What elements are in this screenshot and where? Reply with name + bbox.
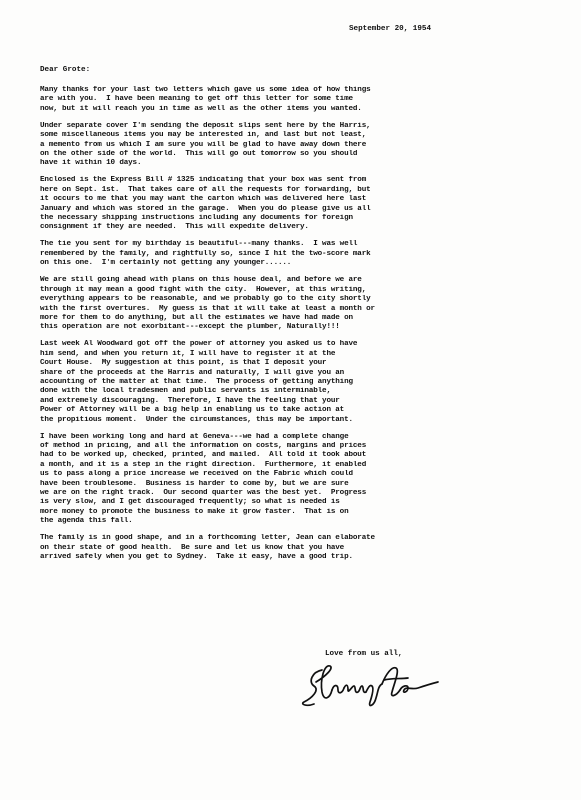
letter-line: here on Sept. 1st. That takes care of all the requests for forwarding, but xyxy=(40,185,371,194)
letter-line: a memento from us which I am sure you will be glad to have away down there xyxy=(40,140,367,149)
letter-line: We are still going ahead with plans on this house deal, and before we are xyxy=(40,276,362,285)
letter-line: on their state of good health. Be sure and let us know that you have xyxy=(40,543,345,552)
letter-line: of method in pricing, and all the information on costs, margins and prices xyxy=(40,441,367,450)
letter-paragraph xyxy=(40,340,550,425)
letter-paragraph xyxy=(40,176,550,232)
letter-line: the necessary shipping instructions including any documents for foreign xyxy=(40,214,353,223)
letter-paragraph xyxy=(40,122,550,169)
letter-line: consignment if they are needed. This will expedite delivery. xyxy=(40,223,309,232)
letter-line: him send, and when you return it, I will have to register it at the xyxy=(40,349,336,358)
handwritten-signature xyxy=(300,662,450,710)
letter-paragraph xyxy=(40,534,550,562)
letter-body xyxy=(40,86,550,570)
letter-paragraph xyxy=(40,433,550,527)
letter-line: some miscellaneous items you may be interested in, and last but not least, xyxy=(40,131,367,140)
letter-line: Enclosed is the Express Bill # 1325 indicating that your box was sent from xyxy=(40,176,367,185)
letter-line: on this one. I'm certainly not getting any younger...... xyxy=(40,259,292,268)
letter-line: it occurs to me that you may want the carton which was delivered here last xyxy=(40,195,367,204)
letter-line: share of the proceeds at the Harris and naturally, I will give you an xyxy=(40,368,345,377)
letter-line: the agenda this fall. xyxy=(40,517,133,526)
letter-line: with the first overtures. My guess is that it will take at least a month or xyxy=(40,304,375,313)
closing-line: Love from us all, xyxy=(325,650,403,658)
letter-line: accounting of the matter at that time. The process of getting anything xyxy=(40,377,353,386)
letter-line: The tie you sent for my birthday is beautiful---many thanks. I was well xyxy=(40,240,358,249)
letter-date: September 20, 1954 xyxy=(349,25,432,33)
letter-line: Under separate cover I'm sending the deposit slips sent here by the Harris, xyxy=(40,121,371,130)
letter-line: Power of Attorney will be a big help in enabling us to take action at xyxy=(40,406,345,415)
letter-line: done with the local tradesmen and public servants is interminable, xyxy=(40,387,331,396)
letter-line: The family is in good shape, and in a forthcoming letter, Jean can elaborate xyxy=(40,534,375,543)
letter-line: us to pass along a price increase we received on the Fabric which could xyxy=(40,470,353,479)
letter-line: more for them to do anything, but all the estimates we have had made on xyxy=(40,313,353,322)
letter-line: have it within 10 days. xyxy=(40,159,142,168)
letter-paragraph xyxy=(40,86,550,114)
letter-line: now, but it will reach you in time as well as the other items you wanted. xyxy=(40,104,362,113)
letter-paragraph xyxy=(40,240,550,268)
letter-line: more money to promote the business to make it grow faster. That is on xyxy=(40,507,349,516)
letter-line: on the other side of the world. This will go out tomorrow so you should xyxy=(40,150,358,159)
letter-line: arrived safely when you get to Sydney. Take it easy, have a good trip. xyxy=(40,553,353,562)
letter-paragraph xyxy=(40,276,550,332)
letter-line: the propitious moment. Under the circumstances, this may be important. xyxy=(40,415,353,424)
letter-line: we are on the right track. Our second quarter was the best yet. Progress xyxy=(40,489,367,497)
letter-line: through it may mean a good fight with the city. However, at this writing, xyxy=(40,285,367,294)
letter-line: Many thanks for your last two letters which gave us some idea of how things xyxy=(40,86,371,94)
salutation: Dear Grote: xyxy=(40,66,91,74)
letter-line: have been troublesome. Business is harder to come by, but we are sure xyxy=(40,479,349,488)
letter-line: Last week Al Woodward got off the power of attorney you asked us to have xyxy=(40,340,358,349)
letter-line: I have been working long and hard at Geneva---we had a complete change xyxy=(40,432,349,441)
letter-line: everything appears to be reasonable, and we probably go to the city shortly xyxy=(40,295,371,304)
letter-line: are with you. I have been meaning to get off this letter for some time xyxy=(40,95,353,104)
letter-line: a month, and it is a step in the right direction. Furthermore, it enabled xyxy=(40,460,367,469)
letter-line: and extremely discouraging. Therefore, I have the feeling that your xyxy=(40,396,340,405)
letter-line: remembered by the family, and rightfully so, since I hit the two-score mark xyxy=(40,249,371,258)
letter-line: had to be worked up, checked, printed, and mailed. All told it took about xyxy=(40,451,367,460)
letter-line: is very slow, and I get discouraged frequently; so what is needed is xyxy=(40,498,340,507)
letter-line: January and which was stored in the garage. When you do please give us all xyxy=(40,204,371,213)
letter-line: Court House. My suggestion at this point, is that I deposit your xyxy=(40,359,327,368)
letter-line: this operation are not exorbitant---except the plumber, Naturally!!! xyxy=(40,323,340,332)
